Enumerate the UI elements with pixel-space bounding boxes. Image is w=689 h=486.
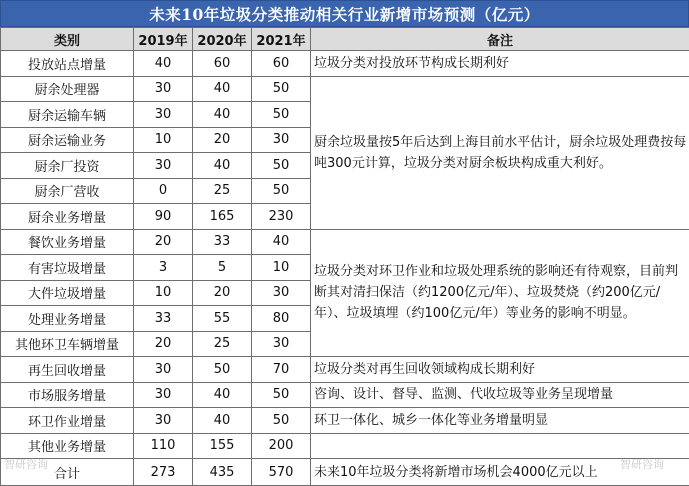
row-2020: 25	[193, 331, 252, 357]
row-note: 厨余垃圾量按5年后达到上海目前水平估计，厨余垃圾处理费按每吨300元计算，垃圾分类对厨余板块构成重大利好。	[311, 76, 689, 229]
row-category: 厨余处理器	[1, 76, 134, 102]
header-category: 类别	[1, 28, 134, 51]
row-2019: 30	[134, 382, 193, 408]
market-forecast-table	[0, 27, 689, 486]
row-2021: 70	[252, 357, 311, 383]
total-2019: 273	[134, 459, 193, 486]
row-2019: 3	[134, 255, 193, 281]
row-2021: 30	[252, 280, 311, 306]
row-2021: 40	[252, 229, 311, 255]
row-category: 厨余运输业务	[1, 127, 134, 153]
row-2021: 50	[252, 408, 311, 434]
row-2020: 55	[193, 306, 252, 332]
table-row	[1, 51, 689, 77]
row-category: 大件垃圾增量	[1, 280, 134, 306]
row-2019: 20	[134, 331, 193, 357]
row-2019: 110	[134, 433, 193, 459]
total-2020: 435	[193, 459, 252, 486]
row-2020: 5	[193, 255, 252, 281]
row-category: 处理业务增量	[1, 306, 134, 332]
table-row	[1, 408, 689, 434]
row-2020: 40	[193, 382, 252, 408]
row-category: 其他环卫车辆增量	[1, 331, 134, 357]
row-category: 环卫作业增量	[1, 408, 134, 434]
row-category: 厨余厂营收	[1, 178, 134, 204]
row-category: 市场服务增量	[1, 382, 134, 408]
row-category: 厨余运输车辆	[1, 102, 134, 128]
row-2020: 40	[193, 76, 252, 102]
row-2020: 165	[193, 204, 252, 230]
row-2021: 10	[252, 255, 311, 281]
row-2019: 33	[134, 306, 193, 332]
table-row	[1, 357, 689, 383]
row-2021: 60	[252, 51, 311, 77]
row-2019: 30	[134, 102, 193, 128]
total-2021: 570	[252, 459, 311, 486]
row-2019: 30	[134, 357, 193, 383]
row-2020: 25	[193, 178, 252, 204]
row-2019: 10	[134, 280, 193, 306]
row-2021: 50	[252, 102, 311, 128]
row-category: 厨余业务增量	[1, 204, 134, 230]
row-category: 有害垃圾增量	[1, 255, 134, 281]
table-row	[1, 433, 689, 459]
row-2020: 60	[193, 51, 252, 77]
header-2020: 2020年	[193, 28, 252, 51]
header-note: 备注	[311, 28, 689, 51]
row-note	[311, 433, 689, 459]
row-2019: 90	[134, 204, 193, 230]
header-row	[1, 28, 689, 51]
row-2020: 155	[193, 433, 252, 459]
total-note: 未来10年垃圾分类将新增市场机会4000亿元以上	[311, 459, 689, 486]
row-2021: 50	[252, 153, 311, 179]
row-2021: 230	[252, 204, 311, 230]
row-2019: 10	[134, 127, 193, 153]
table-row	[1, 382, 689, 408]
table-title: 未来10年垃圾分类推动相关行业新增市场预测（亿元）	[0, 0, 689, 27]
row-2020: 20	[193, 127, 252, 153]
row-2019: 30	[134, 408, 193, 434]
row-2020: 33	[193, 229, 252, 255]
row-2019: 20	[134, 229, 193, 255]
row-2020: 40	[193, 102, 252, 128]
row-2021: 200	[252, 433, 311, 459]
header-2019: 2019年	[134, 28, 193, 51]
row-note: 咨询、设计、督导、监测、代收垃圾等业务呈现增量	[311, 382, 689, 408]
row-2020: 40	[193, 408, 252, 434]
row-2020: 50	[193, 357, 252, 383]
watermark-right: 智研咨询	[620, 456, 664, 472]
row-2021: 80	[252, 306, 311, 332]
row-category: 餐饮业务增量	[1, 229, 134, 255]
row-2019: 30	[134, 153, 193, 179]
row-2021: 50	[252, 382, 311, 408]
row-category: 投放站点增量	[1, 51, 134, 77]
row-2019: 30	[134, 76, 193, 102]
watermark-left: 智研咨询	[4, 456, 48, 472]
row-2021: 50	[252, 178, 311, 204]
row-2021: 30	[252, 331, 311, 357]
row-note: 垃圾分类对投放环节构成长期利好	[311, 51, 689, 77]
row-2019: 0	[134, 178, 193, 204]
row-2019: 40	[134, 51, 193, 77]
total-row	[1, 459, 689, 486]
row-category: 再生回收增量	[1, 357, 134, 383]
row-2020: 40	[193, 153, 252, 179]
row-2020: 20	[193, 280, 252, 306]
row-note: 垃圾分类对环卫作业和垃圾处理系统的影响还有待观察，目前判断其对清扫保洁（约1200亿元/年）、垃圾焚烧（约200亿元/年）、垃圾填埋（约100亿元/年）等业务的影响不明显。	[311, 229, 689, 357]
row-2021: 30	[252, 127, 311, 153]
row-category: 厨余厂投资	[1, 153, 134, 179]
header-2021: 2021年	[252, 28, 311, 51]
row-category: 其他业务增量	[1, 433, 134, 459]
table-row	[1, 76, 689, 102]
row-note: 环卫一体化、城乡一体化等业务增量明显	[311, 408, 689, 434]
table-row	[1, 229, 689, 255]
row-2021: 50	[252, 76, 311, 102]
row-note: 垃圾分类对再生回收领域构成长期利好	[311, 357, 689, 383]
total-label: 合计	[1, 459, 134, 486]
